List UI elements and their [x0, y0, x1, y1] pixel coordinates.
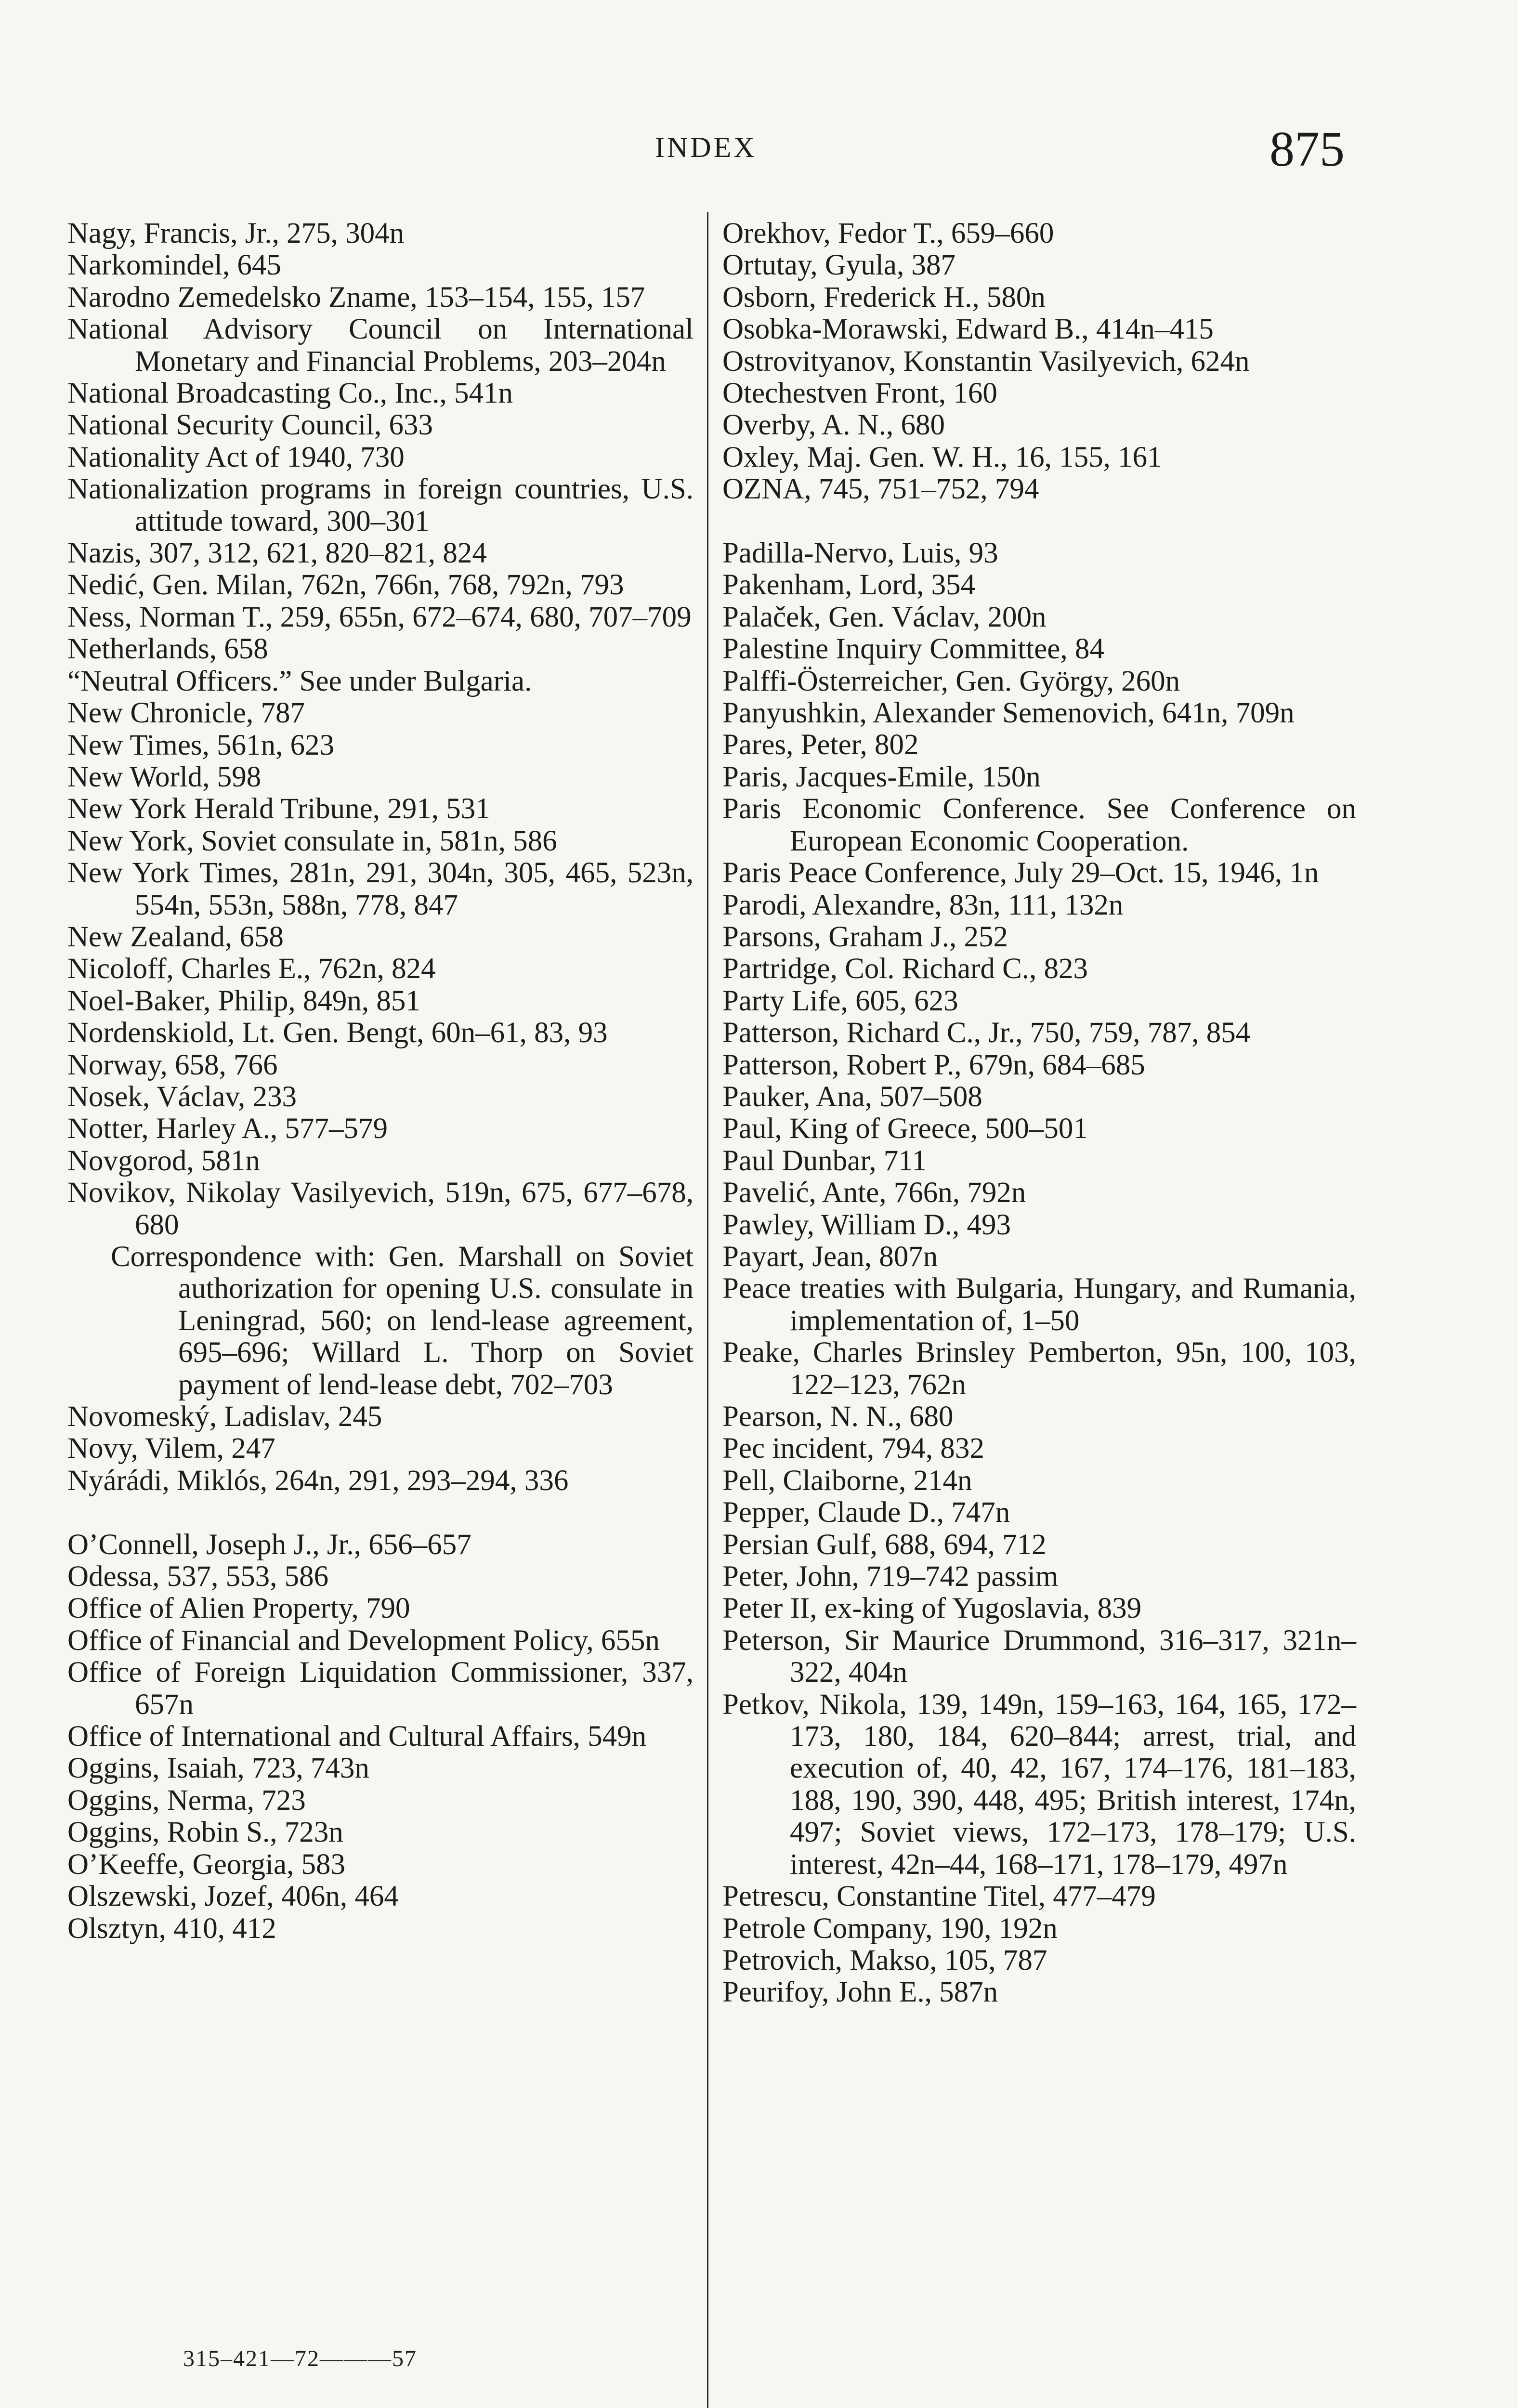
index-entry: Noel-Baker, Philip, 849n, 851	[67, 984, 420, 1017]
column-divider	[707, 212, 708, 2408]
index-entry: Osobka-Morawski, Edward B., 414n–415	[722, 313, 1214, 346]
index-entry: Olsztyn, 410, 412	[67, 1912, 276, 1945]
index-entry: Petrole Company, 190, 192n	[722, 1912, 1058, 1945]
index-entry: Pearson, N. N., 680	[722, 1400, 954, 1433]
index-entry: Overby, A. N., 680	[722, 409, 945, 442]
index-column-left	[67, 218, 694, 1945]
index-entry: Oggins, Nerma, 723	[67, 1784, 306, 1817]
index-entry: O’Connell, Joseph J., Jr., 656–657	[67, 1528, 471, 1561]
index-entry: New York Herald Tribune, 291, 531	[67, 793, 490, 825]
index-entry: Paul Dunbar, 711	[722, 1144, 927, 1177]
index-entry: Nationalization programs in foreign countries, U.S. attitude toward, 300–301	[67, 473, 694, 537]
index-entry: Nordenskiold, Lt. Gen. Bengt, 60n–61, 83, 93	[67, 1017, 608, 1049]
index-entry: New Zealand, 658	[67, 920, 284, 953]
index-entry: Oxley, Maj. Gen. W. H., 16, 155, 161	[722, 441, 1162, 473]
index-entry: Novgorod, 581n	[67, 1144, 260, 1177]
index-entry: Otechestven Front, 160	[722, 377, 997, 410]
index-entry: Pakenham, Lord, 354	[722, 569, 976, 602]
index-entry: Nicoloff, Charles E., 762n, 824	[67, 953, 436, 985]
index-entry: National Security Council, 633	[67, 409, 433, 442]
index-entry: Partridge, Col. Richard C., 823	[722, 953, 1088, 985]
index-entry: Narodno Zemedelsko Zname, 153–154, 155, 157	[67, 281, 645, 314]
index-entry: Norway, 658, 766	[67, 1048, 278, 1081]
index-entry: OZNA, 745, 751–752, 794	[722, 473, 1039, 506]
index-entry: Novy, Vilem, 247	[67, 1432, 275, 1465]
page-number: 875	[1269, 121, 1345, 177]
index-entry: Patterson, Richard C., Jr., 750, 759, 787, 854	[722, 1017, 1251, 1049]
index-entry: Nyárádi, Miklós, 264n, 291, 293–294, 336	[67, 1464, 569, 1497]
index-entry: Paul, King of Greece, 500–501	[722, 1112, 1088, 1145]
index-entry: Pepper, Claude D., 747n	[722, 1496, 1010, 1529]
index-entry: National Advisory Council on International Monetary and Financial Problems, 203–204n	[67, 313, 694, 378]
index-entry: Office of Foreign Liquidation Commissioner, 337, 657n	[67, 1656, 694, 1721]
index-entry: Pavelić, Ante, 766n, 792n	[722, 1177, 1026, 1209]
index-entry: Ness, Norman T., 259, 655n, 672–674, 680, 707–709	[67, 601, 692, 633]
index-entry: “Neutral Officers.” See under Bulgaria.	[67, 665, 532, 697]
index-entry: Persian Gulf, 688, 694, 712	[722, 1528, 1047, 1561]
index-entry: Osborn, Frederick H., 580n	[722, 281, 1046, 314]
index-column-right	[722, 218, 1356, 2009]
index-entry: Odessa, 537, 553, 586	[67, 1560, 329, 1593]
index-entry: Nationality Act of 1940, 730	[67, 441, 405, 473]
index-entry: Netherlands, 658	[67, 633, 268, 666]
index-entry: Parsons, Graham J., 252	[722, 920, 1008, 953]
letter-section-gap	[722, 506, 1356, 537]
index-entry: Olszewski, Jozef, 406n, 464	[67, 1880, 399, 1913]
index-entry: Paris, Jacques-Emile, 150n	[722, 760, 1041, 793]
printer-signature: 315–421—72———57	[183, 2346, 417, 2371]
page-title: INDEX	[655, 131, 757, 163]
index-entry: Pec incident, 794, 832	[722, 1432, 984, 1465]
index-entry: Palestine Inquiry Committee, 84	[722, 633, 1104, 666]
index-entry: Pawley, William D., 493	[722, 1208, 1011, 1241]
index-entry: New Times, 561n, 623	[67, 729, 335, 761]
index-entry: Oggins, Isaiah, 723, 743n	[67, 1752, 369, 1785]
index-entry: Paris Economic Conference. See Conference on European Economic Cooperation.	[722, 793, 1356, 857]
index-entry: Nagy, Francis, Jr., 275, 304n	[67, 217, 405, 249]
index-entry: Peace treaties with Bulgaria, Hungary, and Rumania, implementation of, 1–50	[722, 1272, 1356, 1337]
index-entry: Orekhov, Fedor T., 659–660	[722, 217, 1054, 249]
index-entry: Office of Alien Property, 790	[67, 1592, 410, 1625]
index-entry: Palffi-Österreicher, Gen. György, 260n	[722, 665, 1180, 697]
index-entry: Peter II, ex-king of Yugoslavia, 839	[722, 1592, 1142, 1625]
index-entry: Pares, Peter, 802	[722, 729, 919, 761]
index-entry: Pell, Claiborne, 214n	[722, 1464, 972, 1497]
index-entry: Novomeský, Ladislav, 245	[67, 1400, 382, 1433]
index-entry: Patterson, Robert P., 679n, 684–685	[722, 1048, 1145, 1081]
index-entry: Paris Peace Conference, July 29–Oct. 15, 1946, 1n	[722, 857, 1319, 890]
index-entry: Nedić, Gen. Milan, 762n, 766n, 768, 792n, 793	[67, 569, 624, 602]
index-entry: Nosek, Václav, 233	[67, 1080, 297, 1113]
index-entry: New York Times, 281n, 291, 304n, 305, 465, 523n, 554n, 553n, 588n, 778, 847	[67, 857, 694, 921]
index-entry: Notter, Harley A., 577–579	[67, 1112, 388, 1145]
index-entry: Padilla-Nervo, Luis, 93	[722, 537, 998, 570]
index-subentry: Correspondence with: Gen. Marshall on Soviet authorization for opening U.S. consulate in Leningrad, 560; on lend-lease agreement, 695–696; Willard L. Thorp on Soviet payment of lend-lease debt, 702–703	[111, 1241, 694, 1401]
index-entry: Peake, Charles Brinsley Pemberton, 95n, 100, 103, 122–123, 762n	[722, 1336, 1356, 1401]
index-entry: Office of Financial and Development Policy, 655n	[67, 1624, 660, 1657]
index-entry: New Chronicle, 787	[67, 697, 305, 730]
index-entry: Petrovich, Makso, 105, 787	[722, 1944, 1047, 1976]
index-entry: Peurifoy, John E., 587n	[722, 1976, 998, 2009]
index-entry: Peter, John, 719–742 passim	[722, 1560, 1059, 1593]
index-entry: Payart, Jean, 807n	[722, 1240, 938, 1273]
index-entry: New York, Soviet consulate in, 581n, 586	[67, 824, 557, 857]
index-entry: Panyushkin, Alexander Semenovich, 641n, 709n	[722, 697, 1295, 730]
index-entry: Ostrovityanov, Konstantin Vasilyevich, 624n	[722, 345, 1250, 378]
index-entry: New World, 598	[67, 760, 262, 793]
index-entry: Peterson, Sir Maurice Drummond, 316–317, 321n–322, 404n	[722, 1624, 1356, 1689]
index-entry: Ortutay, Gyula, 387	[722, 249, 955, 282]
index-entry: Petrescu, Constantine Titel, 477–479	[722, 1880, 1156, 1913]
running-head	[0, 120, 1518, 177]
index-entry: Nazis, 307, 312, 621, 820–821, 824	[67, 537, 487, 570]
index-entry: Office of International and Cultural Affairs, 549n	[67, 1720, 647, 1753]
index-entry: Petkov, Nikola, 139, 149n, 159–163, 164, 165, 172–173, 180, 184, 620–844; arrest, trial, and execution of, 40, 42, 167, 174–176, 181–183, 188, 190, 390, 448, 495; British interest, 174n, 497; Soviet views, 172–173, 178–179; U.S. interest, 42n–44, 168–171, 178–179, 497n	[722, 1688, 1356, 1881]
index-entry: Palaček, Gen. Václav, 200n	[722, 601, 1047, 633]
index-entry: Parodi, Alexandre, 83n, 111, 132n	[722, 889, 1124, 921]
index-entry: National Broadcasting Co., Inc., 541n	[67, 377, 513, 410]
index-entry: Pauker, Ana, 507–508	[722, 1080, 982, 1113]
letter-section-gap	[67, 1497, 694, 1529]
index-entry: Party Life, 605, 623	[722, 984, 958, 1017]
index-entry: Novikov, Nikolay Vasilyevich, 519n, 675, 677–678, 680	[67, 1177, 694, 1241]
index-entry: Narkomindel, 645	[67, 249, 281, 282]
index-entry: Oggins, Robin S., 723n	[67, 1816, 343, 1849]
index-entry: O’Keeffe, Georgia, 583	[67, 1848, 346, 1881]
